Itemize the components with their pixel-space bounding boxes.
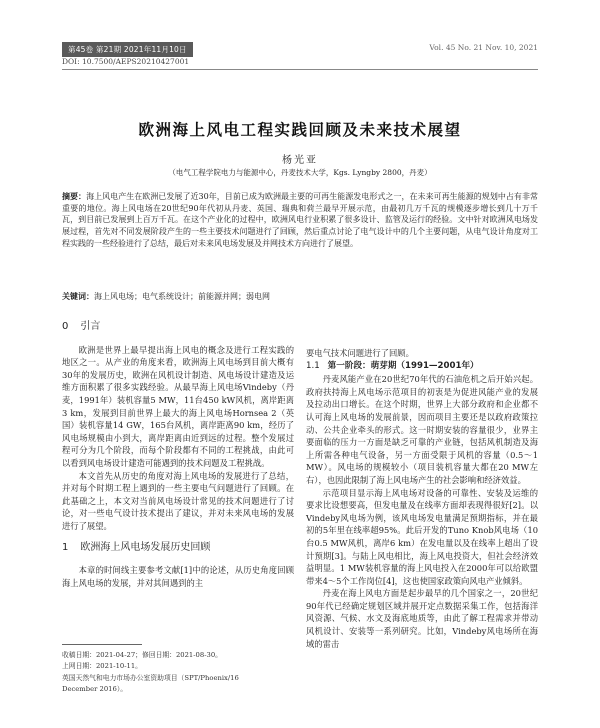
paragraph: 本章的时间线主要参考文献[1]中的论述，从历史角度回顾海上风电场的发展，并对其间遇到的主 <box>62 565 294 588</box>
footnote-online: 上网日期：2021-10-11。 <box>62 662 142 671</box>
footnote-divider <box>62 644 142 645</box>
section-number: 1 <box>62 541 69 553</box>
author-affiliation: （电气工程学院电力与能源中心，丹麦技术大学，Kgs. Lyngby 2800，丹麦） <box>168 168 432 177</box>
footnotes <box>62 650 294 696</box>
section-title: 引言 <box>80 321 101 332</box>
doi: DOI: 10.7500/AEPS20210427001 <box>62 57 190 66</box>
paragraph: 示范项目显示海上风电场对设备的可靠性、安装及运维的要求比设想要高，但发电量及在线率方面却表现得很好[2]。以Vindeby风电场为例，该风电场发电量满足预期指标，并在最初的5年里在线率超95%。此后开发的Tuno Knob风电场（10台0.5 MW风机，离岸6 km）在发电量以及在线率上超出了设计预期[3]。与陆上风电相比，海上风电投资大，但社会经济效益明显。1 MW装机容量的海上风电投入在2000年可以给欧盟带来4～5个工作岗位[4]，这也使国家政策向风电产业倾斜。 <box>306 487 538 586</box>
journal-issue-tag: 第45卷 第21期 2021年11月10日 <box>62 42 193 57</box>
paragraph: 欧洲是世界上最早提出海上风电的概念及进行工程实践的地区之一。从产业的角度来看，欧洲海上风电场到目前大概有30年的发展历史，欧洲在风机设计制造、风电场设计建造及运维方面积累了很多实践经验。从最早海上风电场Vindeby（丹麦，1991年）装机容量5 MW，11台450 kW风机，离岸距离3 km，发展到目前世界上最大的海上风电场Hornsea 2（英国）装机容量14 GW，165台风机，离岸距离90 km，经历了风电场规模由小到大，离岸距离由近到远的过程。整个发展过程可分为几个阶段，而每个阶段都有不同的工程挑战，由此可以看到风电场设计建造可能遇到的技术问题及工程挑战。 <box>62 344 294 468</box>
subsection-number: 1.1 <box>306 360 320 371</box>
section-heading-intro <box>62 321 294 334</box>
abstract-text: 海上风电产生在欧洲已发展了近30年，目前已成为欧洲最主要的可再生能源发电形式之一，在未来可再生能源的规划中占有非常重要的地位。海上风电场在20世纪90年代初从丹麦、英国、瑞典和荷兰最早开展示范，由最初几万千瓦的规模逐步增长到几十万千瓦，到目前已发展到上百万千瓦。在这个产业化的过程中，欧洲风电行业积累了很多设计、监管及运行的经验。文中针对欧洲风电场发展过程，首先对不同发展阶段产生的一些主要技术问题进行了回顾，然后重点讨论了电气设计中的几个主要问题，从电气设计角度对工程实践的一些经验进行了总结，最后对未来风电场发展及并网技术方向进行了展望。 <box>62 192 538 248</box>
section-heading-history <box>62 542 294 555</box>
section-title: 欧洲海上风电场发展历史回顾 <box>80 541 211 553</box>
paragraph-continued: 要电气技术问题进行了回顾。 <box>306 348 414 358</box>
keywords-text: 海上风电场；电气系统设计；前能源并网；弱电网 <box>94 292 270 301</box>
keywords-label: 关键词： <box>62 292 94 301</box>
right-column <box>306 347 538 650</box>
abstract <box>62 191 538 250</box>
footnote-fund: 英国天然气和电力市场办公室资助项目（SPT/Phoenix/16 <box>62 673 239 682</box>
journal-volume-en: Vol. 45 No. 21 Nov. 10, 2021 <box>429 43 538 52</box>
keywords <box>62 291 538 302</box>
footnote-received: 收稿日期：2021-04-27；修回日期：2021-08-30。 <box>62 651 222 659</box>
article-author: 杨光亚 <box>282 155 318 166</box>
article-title: 欧洲海上风电工程实践回顾及未来技术展望 <box>138 121 462 139</box>
paragraph: 本文首先从历史的角度对海上风电场的发展进行了总结，并对每个时期工程上遇到的一些主要电气问题进行了回顾。在此基础之上，本文对当前风电场设计常见的技术问题进行了讨论，对一些电气设计技术提出了建议，并对未来风电场的发展进行了展望。 <box>62 470 294 531</box>
header-divider <box>62 69 538 70</box>
section-number: 0 <box>62 321 69 332</box>
abstract-label: 摘要： <box>62 192 87 201</box>
left-column <box>62 312 294 589</box>
footnote-fund-cont: December 2016）。 <box>62 685 128 694</box>
subsection-heading <box>306 360 538 373</box>
paragraph: 丹麦在海上风电方面是起步最早的几个国家之一，20世纪90年代已经确定规划区域并展开定点数据采集工作，包括海洋风资源、气候、水文及海底地质等，由此了解工程需求并带动风机设计、安装等一系列研究。比如，Vindeby风电场所在海域的雷击 <box>306 588 538 649</box>
paragraph: 丹麦风能产业在20世纪70年代的石油危机之后开始兴起。政府扶持海上风电场示范项目的初衷是为促进风能产业的发展及拉动出口增长。在这个时期，世界上大部分政府和企业都不认可海上风电场的发展前景，因而项目主要还是以政府政策拉动、公共企业牵头的形式。这一时期安装的容量很少，业界主要面临的压力一方面是缺乏可靠的产业链，包括风机制造及海上所需各种电气设备，另一方面受限于风机的容量（0.5～1 MW）。风电场的规模较小（项目装机容量大都在20 MW左右），也因此限制了海上风电场产生的社会影响和经济效益。 <box>306 374 538 485</box>
subsection-title: 第一阶段：萌芽期（1991—2001年） <box>327 360 479 371</box>
journal-header <box>62 42 193 57</box>
